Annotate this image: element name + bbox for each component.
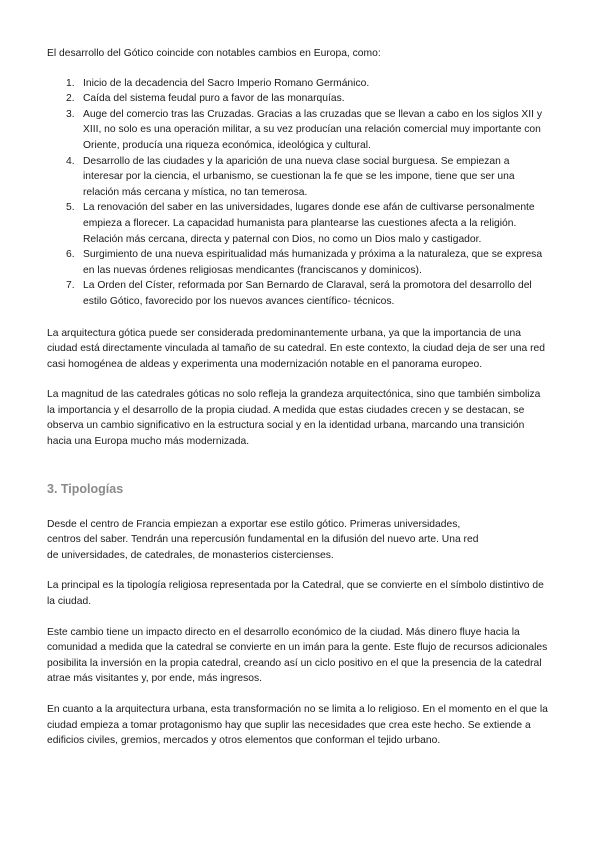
causes-list (47, 76, 550, 310)
list-number: 1. (66, 77, 75, 89)
list-item (47, 91, 550, 107)
section-heading: 3. Tipologías (47, 481, 124, 496)
body-paragraph: Este cambio tiene un impacto directo en el desarrollo económico de la ciudad. Más dinero fluye hacia la comunidad a medida que la catedral se convierte en un imán para la gente. Este flujo de recursos adicionales posibilita la inversión en la propia catedral, creando así un ciclo positivo en el que la presencia de la catedral atrae más visitantes y, por ende, más ingresos. (47, 626, 548, 685)
list-number: 6. (66, 249, 75, 261)
document-page (47, 46, 550, 749)
body-paragraph: La principal es la tipología religiosa representada por la Catedral, que se convierte en el símbolo distintivo de la ciudad. (47, 580, 544, 608)
list-number: 2. (66, 93, 75, 105)
body-paragraph: La magnitud de las catedrales góticas no solo refleja la grandeza arquitectónica, sino que también simboliza la importancia y el desarrollo de la propia ciudad. A medida que estas ciudades crecen y se destacan, se observa un cambio significativo en la estructura social y en la identidad urbana, marcando una transición hacia una Europa mucho más modernizada. (47, 389, 541, 448)
list-text: Inicio de la decadencia del Sacro Imperio Romano Germánico. (83, 77, 370, 89)
list-item (47, 154, 550, 201)
list-text: Auge del comercio tras las Cruzadas. Gracias a las cruzadas que se llevan a cabo en los siglos XII y XIII, no solo es una operación militar, a su vez producían una relación comercial muy importante con Oriente, producía una riqueza económica, ideológica y cultural. (83, 108, 543, 151)
list-item (47, 247, 550, 278)
list-item (47, 200, 550, 247)
list-item (47, 76, 550, 92)
list-text: Surgimiento de una nueva espiritualidad más humanizada y próxima a la naturaleza, que se expresa en las nuevas órdenes religiosas mendicantes (franciscanos y dominicos). (83, 249, 543, 276)
text-line: Desde el centro de Francia empiezan a exportar ese estilo gótico. Primeras universidades, (47, 518, 461, 530)
list-text: La renovación del saber en las universidades, lugares donde ese afán de cultivarse personalmente empieza a florecer. La capacidad humanista para plantearse las cuestiones afecta a la religión. Relación más cercana, directa y paternal con Dios, no como un Dios malo y castigador. (83, 202, 535, 245)
body-paragraph: En cuanto a la arquitectura urbana, esta transformación no se limita a lo religioso. En el momento en el que la ciudad empieza a tomar protagonismo hay que suplir las necesidades que crea este hecho. Se extiende a edificios civiles, gremios, mercados y otros elementos que conforman el tejido urbano. (47, 704, 548, 747)
intro-text: El desarrollo del Gótico coincide con notables cambios en Europa, como: (47, 48, 381, 59)
text-line: de universidades, de catedrales, de monasterios cistercienses. (47, 549, 334, 561)
list-number: 4. (66, 155, 75, 167)
list-item (47, 278, 550, 309)
list-text: La Orden del Císter, reformada por San Bernardo de Claraval, será la promotora del desarrollo del estilo Gótico, favorecido por los nuevos avances científico- técnicos. (83, 280, 532, 307)
typologies-paragraph (47, 517, 550, 564)
text-line: centros del saber. Tendrán una repercusión fundamental en la difusión del nuevo arte. Una red (47, 534, 479, 546)
body-paragraph: La arquitectura gótica puede ser considerada predominantemente urbana, ya que la importancia de una ciudad está directamente vinculada al tamaño de su catedral. En este contexto, la ciudad deja de ser una red casi homogénea de aldeas y experimenta una modernización notable en el panorama europeo. (47, 327, 545, 370)
list-number: 5. (66, 202, 75, 214)
list-text: Desarrollo de las ciudades y la aparición de una nueva clase social burguesa. Se empiezan a interesar por la ciencia, el urbanismo, se cuestionan la fe que se les impone, tiene que ser una relación más cercana y mística, no tan temerosa. (83, 155, 515, 198)
list-number: 3. (66, 108, 75, 120)
list-text: Caída del sistema feudal puro a favor de las monarquías. (83, 93, 345, 105)
list-number: 7. (66, 280, 75, 292)
list-item (47, 107, 550, 154)
